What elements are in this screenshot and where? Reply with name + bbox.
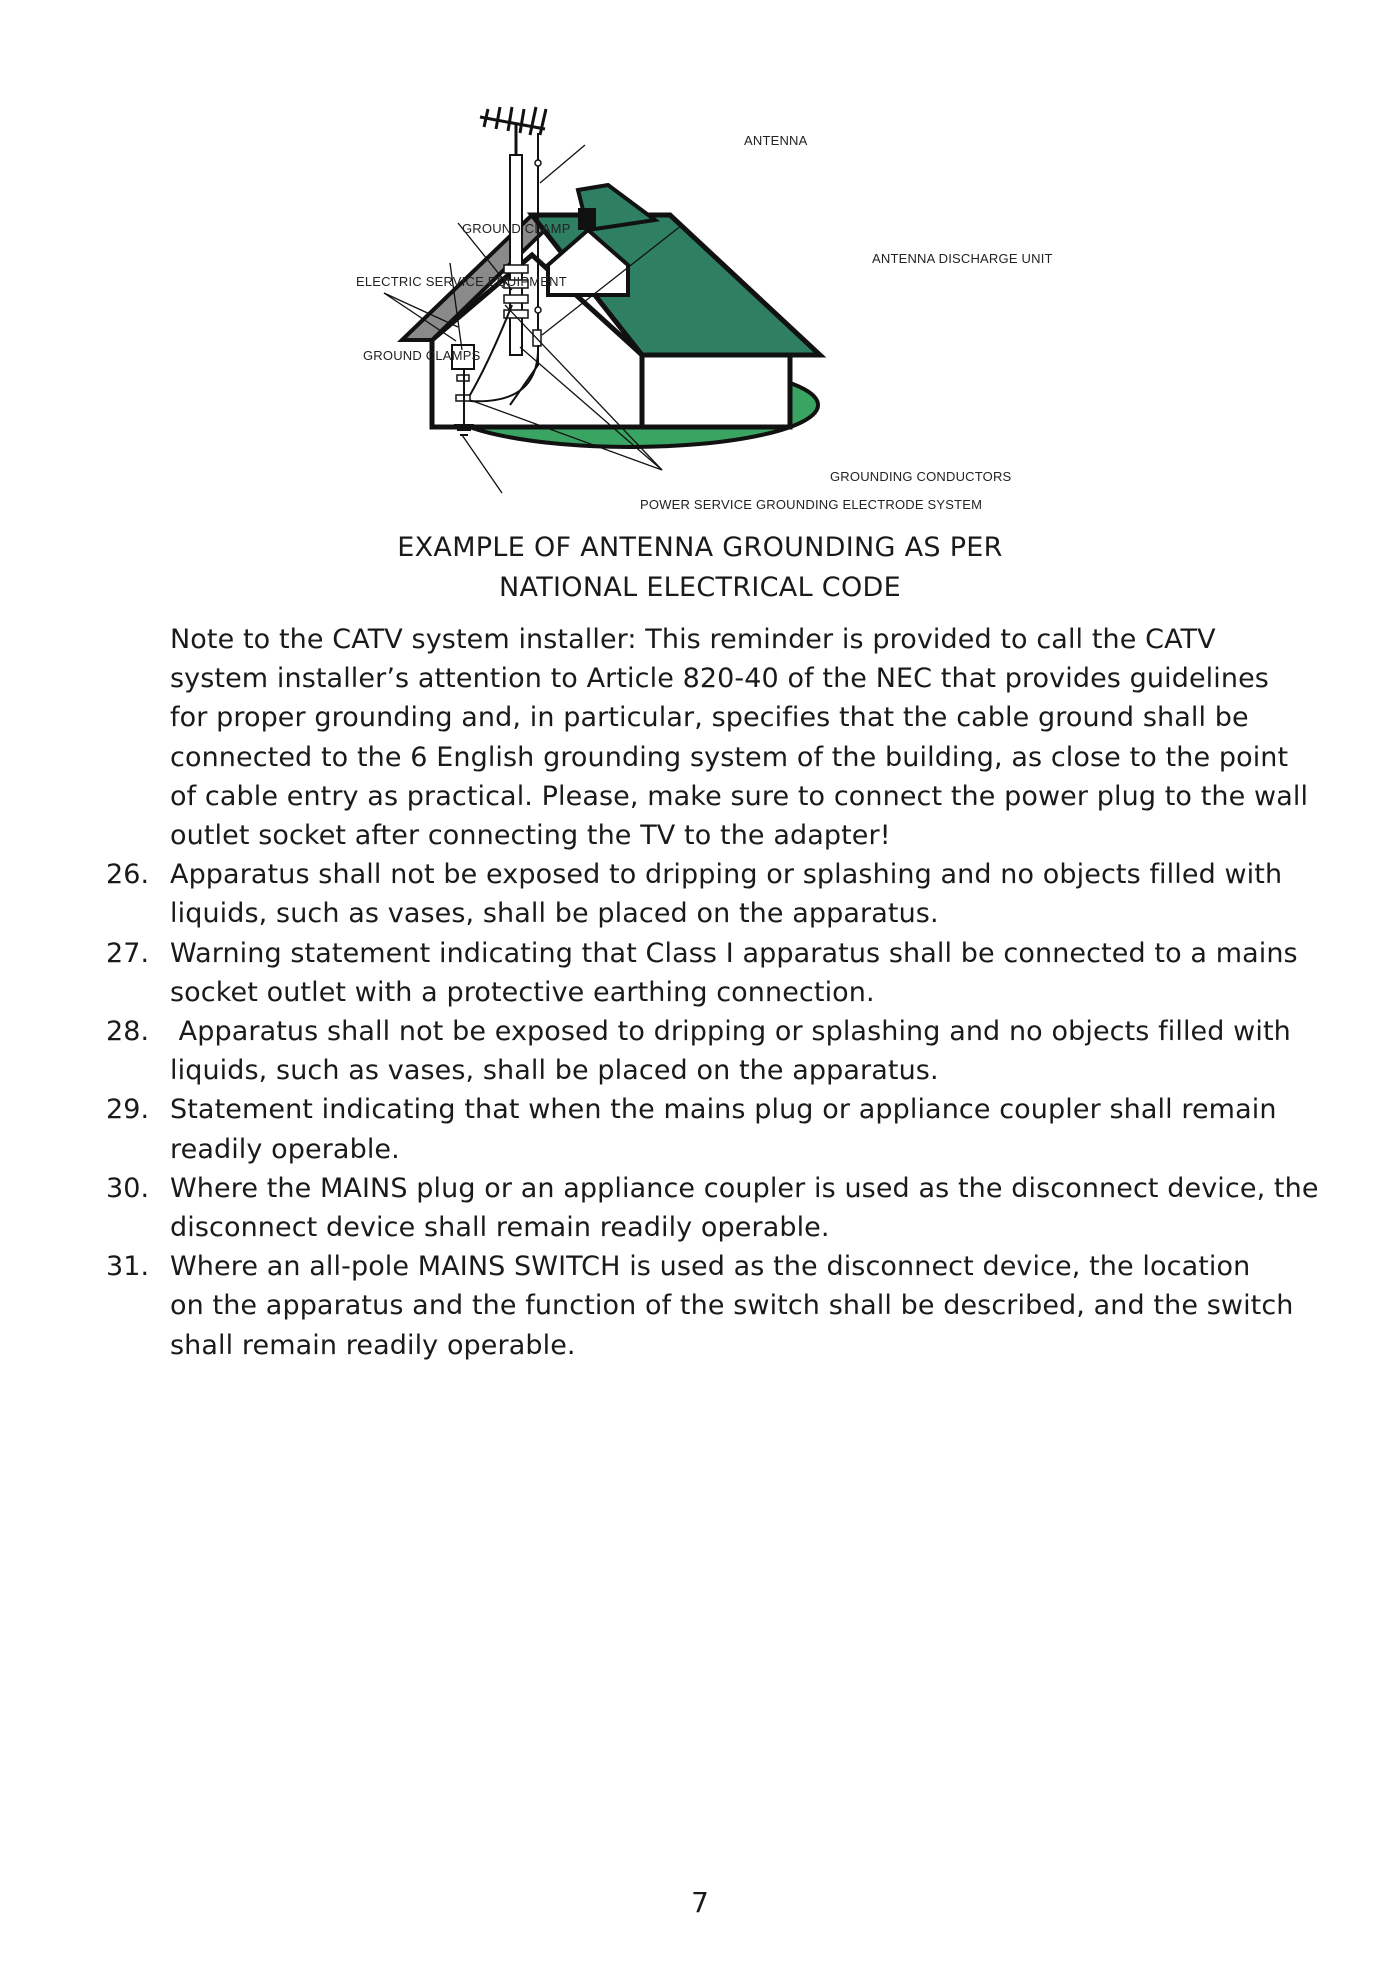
- item-line: disconnect device shall remain readily operable.: [170, 1212, 830, 1244]
- antenna-boom: [480, 117, 545, 129]
- item-number: 26.: [106, 859, 150, 891]
- house-side-wall: [642, 355, 790, 427]
- note-line: Note to the CATV system installer: This reminder is provided to call the CATV: [170, 624, 1216, 655]
- list-item-31: [106, 1247, 1346, 1365]
- catv-installer-note: [106, 620, 1346, 855]
- caption-line-2: NATIONAL ELECTRICAL CODE: [499, 572, 901, 603]
- item-line: Statement indicating that when the mains plug or appliance coupler shall remain: [170, 1094, 1277, 1126]
- caption-line-1: EXAMPLE OF ANTENNA GROUNDING AS PER: [397, 532, 1003, 563]
- label-ground-clamp: GROUND CLAMP: [462, 221, 571, 236]
- item-line: Where the MAINS plug or an appliance coupler is used as the disconnect device, the: [170, 1172, 1319, 1204]
- list-item-27: [106, 934, 1346, 1012]
- item-line: Warning statement indicating that Class I apparatus shall be connected to a mains: [170, 937, 1298, 969]
- note-line: connected to the 6 English grounding system of the building, as close to the point: [170, 741, 1289, 773]
- mast-pipe: [510, 155, 522, 355]
- item-line: liquids, such as vases, shall be placed on the apparatus.: [170, 898, 939, 930]
- item-line: socket outlet with a protective earthing connection.: [170, 976, 875, 1008]
- note-line: system installer’s attention to Article 820-40 of the NEC that provides guidelines: [170, 663, 1269, 695]
- item-number: 31.: [106, 1251, 150, 1283]
- item-number: 27.: [106, 937, 150, 969]
- dormer-window: [578, 208, 596, 230]
- note-line: outlet socket after connecting the TV to the adapter!: [170, 820, 891, 852]
- item-line: Apparatus shall not be exposed to dripping or splashing and no objects filled with: [170, 1016, 1291, 1048]
- antenna-grounding-diagram: [340, 105, 1060, 525]
- list-item-26: [106, 855, 1346, 933]
- label-antenna: ANTENNA: [744, 133, 808, 148]
- label-ground-clamps: GROUND CLAMPS: [363, 348, 481, 363]
- page-number: 7: [691, 1886, 709, 1919]
- item-number: 30.: [106, 1172, 150, 1204]
- label-electric-service-equipment: ELECTRIC SERVICE EQUIPMENT: [356, 274, 567, 289]
- label-grounding-conductors: GROUNDING CONDUCTORS: [830, 469, 1012, 484]
- note-line: for proper grounding and, in particular, specifies that the cable ground shall be: [170, 702, 1249, 734]
- item-line: Apparatus shall not be exposed to dripping or splashing and no objects filled with: [170, 859, 1283, 891]
- diagram-caption: [0, 528, 1400, 608]
- note-line: of cable entry as practical. Please, make sure to connect the power plug to the wall: [170, 780, 1309, 812]
- item-line: Where an all-pole MAINS SWITCH is used as the disconnect device, the location: [170, 1251, 1251, 1283]
- item-line: on the apparatus and the function of the switch shall be described, and the switch: [170, 1290, 1294, 1322]
- item-number: 28.: [106, 1016, 150, 1048]
- document-body: [106, 620, 1346, 1365]
- label-antenna-discharge-unit: ANTENNA DISCHARGE UNIT: [872, 251, 1053, 266]
- item-line: readily operable.: [170, 1133, 400, 1165]
- label-power-service: POWER SERVICE GROUNDING ELECTRODE SYSTEM: [640, 497, 983, 512]
- item-number: 29.: [106, 1094, 150, 1126]
- house-illustration: [340, 105, 1060, 525]
- list-item-29: [106, 1090, 1346, 1168]
- item-line: liquids, such as vases, shall be placed on the apparatus.: [170, 1055, 939, 1087]
- list-item-28: [106, 1012, 1346, 1090]
- list-item-30: [106, 1169, 1346, 1247]
- item-line: shall remain readily operable.: [170, 1329, 576, 1361]
